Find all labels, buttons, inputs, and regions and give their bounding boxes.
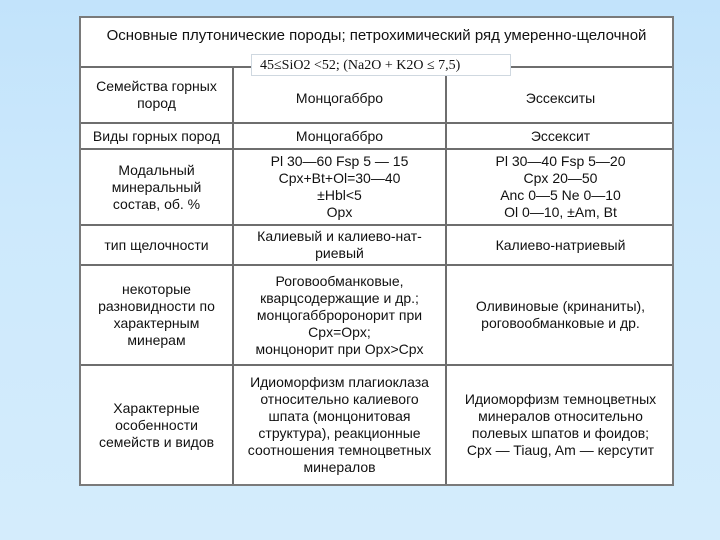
cell-alkalinity-col2: Калиево-натриевый bbox=[495, 236, 626, 253]
row-label-modal: Модальный минеральный состав, об. % bbox=[111, 161, 202, 212]
cell-features-col2: Идиоморфизм темноцветных минералов относительно полевых шпатов и фоидов; Cpx — Tiaug, Am — керсутит bbox=[464, 391, 657, 458]
row-label-alkalinity: тип щелочности bbox=[104, 236, 209, 253]
cell-modal-col1: Pl 30—60 Fsp 5 — 15 Cpx+Bt+Ol=30—40 ±Hbl<5 Opx bbox=[270, 153, 409, 220]
cell-types-col1: Монцогаббро bbox=[295, 127, 384, 144]
row-label-varieties: некоторые разновидности по характерным минерам bbox=[98, 281, 215, 348]
row-label-features: Характерные особенности семейств и видов bbox=[98, 399, 215, 450]
formula-box: 45≤SiO2 <52; (Na2O + K2O ≤ 7,5) bbox=[251, 54, 511, 76]
cell-alkalinity-col1: Калиевый и калиево-нат- риевый bbox=[257, 228, 422, 261]
row-label-types: Виды горных пород bbox=[92, 127, 221, 144]
cell-families-col2: Эссекситы bbox=[525, 89, 596, 106]
cell-modal-col2: Pl 30—40 Fsp 5—20 Cpx 20—50 Anc 0—5 Ne 0—10 Ol 0—10, ±Am, Bt bbox=[495, 153, 626, 220]
cell-varieties-col2: Оливиновые (кринаниты), роговообманковые и др. bbox=[475, 298, 646, 331]
cell-features-col1: Идиоморфизм плагиоклаза относительно калиевого шпата (монцонитовая структура), реакционные соотношения темноцветных минералов bbox=[247, 374, 432, 475]
row-label-families: Семейства горных пород bbox=[96, 78, 217, 111]
table-title: Основные плутонические породы; петрохимический ряд умеренно-щелочной bbox=[106, 27, 647, 44]
cell-types-col2: Эссексит bbox=[530, 127, 591, 144]
cell-families-col1: Монцогаббро bbox=[295, 89, 384, 106]
petrochemical-table bbox=[79, 16, 674, 486]
cell-varieties-col1: Роговообманковые, кварцсодержащие и др.; монцогабброронорит при Cpx=Opx; монцонорит при Opx>Cpx bbox=[255, 272, 424, 357]
